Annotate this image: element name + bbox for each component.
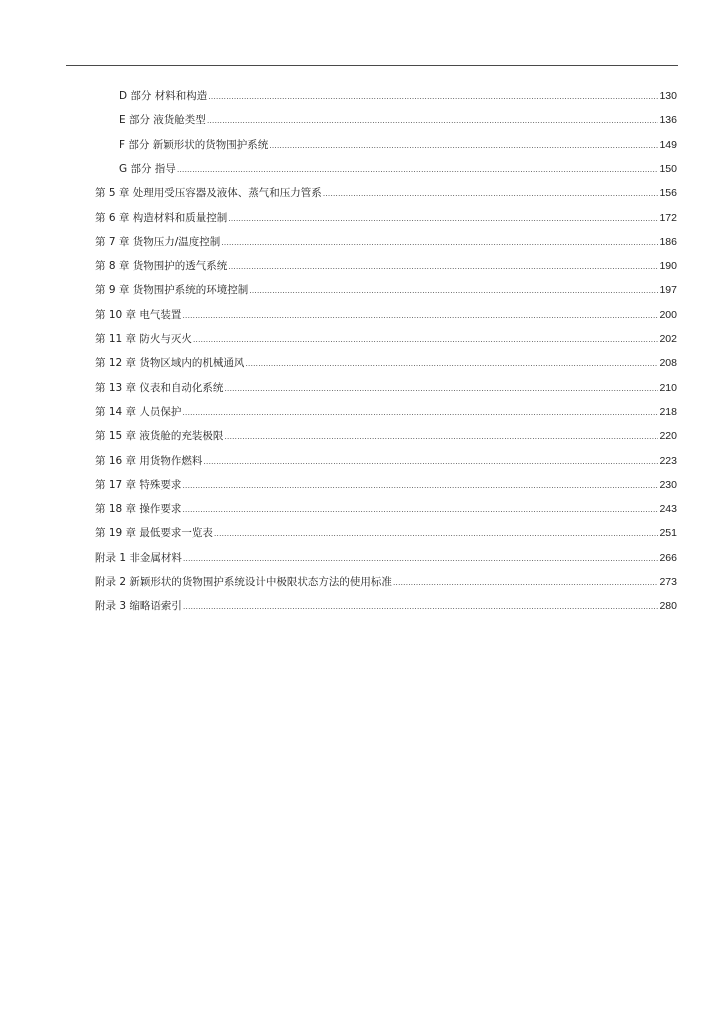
toc-entry <box>95 230 677 254</box>
toc-entry-page: 172 <box>659 211 677 224</box>
toc-entry-title: 第 10 章 电气装置 <box>95 308 182 321</box>
toc-dot-leader <box>182 473 658 498</box>
toc-entry-title: D 部分 材料和构造 <box>119 90 208 102</box>
toc-entry-page: 243 <box>659 503 677 516</box>
toc-dot-leader <box>207 108 659 133</box>
toc-entry <box>95 400 677 424</box>
toc-entry-page: 251 <box>659 527 677 540</box>
toc-entry-title: 第 19 章 最低要求一览表 <box>95 527 213 540</box>
toc-entry <box>95 594 677 618</box>
toc-entry <box>95 327 677 351</box>
header-rule <box>66 65 678 66</box>
toc-entry-title: E 部分 液货舱类型 <box>119 114 206 127</box>
toc-entry-title: 附录 1 非金属材料 <box>95 551 182 564</box>
toc-entry-page: 136 <box>659 114 677 127</box>
toc-entry-title: 第 13 章 仪表和自动化系统 <box>95 381 224 394</box>
toc-entry-page: 130 <box>659 90 677 102</box>
toc-dot-leader <box>224 424 658 449</box>
toc-entry <box>95 546 677 570</box>
toc-entry-title: 第 9 章 货物围护系统的环境控制 <box>95 284 249 297</box>
toc-dot-leader <box>203 449 658 474</box>
toc-entry-title: 第 7 章 货物压力/温度控制 <box>95 235 221 248</box>
toc-entry-page: 223 <box>659 454 677 467</box>
toc-entry <box>95 570 677 594</box>
toc-entry-page: 149 <box>659 138 677 151</box>
toc-entry-page: 220 <box>659 430 677 443</box>
toc-dot-leader <box>182 303 658 328</box>
toc-entry-page: 280 <box>659 600 677 613</box>
toc-entry-page: 202 <box>659 333 677 345</box>
toc-dot-leader <box>183 594 659 619</box>
toc-entry <box>95 424 677 448</box>
toc-entry-title: 附录 3 缩略语索引 <box>95 600 182 613</box>
toc-entry <box>95 376 677 400</box>
toc-entry-title: 第 6 章 构造材料和质量控制 <box>95 211 228 224</box>
toc-dot-leader <box>193 327 659 352</box>
toc-entry-title: 第 12 章 货物区域内的机械通风 <box>95 357 245 370</box>
toc-dot-leader <box>182 497 658 522</box>
toc-dot-leader <box>214 521 659 546</box>
toc-dot-leader <box>393 570 659 595</box>
toc-entry-title: G 部分 指导 <box>119 162 176 175</box>
toc-dot-leader <box>245 351 658 376</box>
toc-entry <box>95 449 677 473</box>
toc-entry <box>119 157 677 181</box>
toc-entry-title: 第 11 章 防火与灭火 <box>95 333 192 345</box>
toc-entry <box>95 473 677 497</box>
toc-entry-title: 第 8 章 货物围护的透气系统 <box>95 260 228 273</box>
toc-dot-leader <box>323 181 659 206</box>
toc-dot-leader <box>224 376 658 401</box>
toc-dot-leader <box>228 254 658 279</box>
toc-entry-title: 第 18 章 操作要求 <box>95 503 182 516</box>
toc-entry-page: 210 <box>659 381 677 394</box>
toc-dot-leader <box>177 157 659 182</box>
toc-entry-page: 266 <box>659 551 677 564</box>
toc-entry <box>95 206 677 230</box>
toc-entry <box>95 181 677 205</box>
toc-entry <box>119 108 677 132</box>
toc-entry-page: 218 <box>659 405 677 418</box>
toc-entry-title: 附录 2 新颖形状的货物围护系统设计中极限状态方法的使用标准 <box>95 576 392 588</box>
toc-entry-title: 第 15 章 液货舱的充装极限 <box>95 430 224 443</box>
toc-entry-title: 第 17 章 特殊要求 <box>95 478 182 491</box>
toc-entry-title: 第 14 章 人员保护 <box>95 405 182 418</box>
toc-entry <box>95 497 677 521</box>
toc-dot-leader <box>182 400 658 425</box>
toc-entry-title: 第 5 章 处理用受压容器及液体、蒸气和压力管系 <box>95 187 322 200</box>
toc-entry-page: 208 <box>659 357 677 370</box>
toc-entry-page: 190 <box>659 260 677 273</box>
toc-entry-page: 197 <box>659 284 677 297</box>
toc-entry-page: 150 <box>659 162 677 175</box>
toc-entry <box>119 84 677 108</box>
toc-entry <box>119 133 677 157</box>
toc-dot-leader <box>208 84 658 109</box>
toc-dot-leader <box>183 546 659 571</box>
toc-dot-leader <box>228 206 658 231</box>
toc-entry-page: 156 <box>659 187 677 200</box>
toc-entry-title: 第 16 章 用货物作燃料 <box>95 454 203 467</box>
toc-entry <box>95 351 677 375</box>
toc-entry <box>95 521 677 545</box>
toc-entry-page: 273 <box>659 576 677 588</box>
toc-entry-page: 200 <box>659 308 677 321</box>
toc-entry-page: 186 <box>659 235 677 248</box>
toc-entry-title: F 部分 新颖形状的货物围护系统 <box>119 138 269 151</box>
toc-entry <box>95 303 677 327</box>
toc-dot-leader <box>249 278 658 303</box>
toc-entry <box>95 278 677 302</box>
toc-dot-leader <box>269 133 658 158</box>
toc-entry <box>95 254 677 278</box>
toc-entry-page: 230 <box>659 478 677 491</box>
toc-dot-leader <box>221 230 658 255</box>
